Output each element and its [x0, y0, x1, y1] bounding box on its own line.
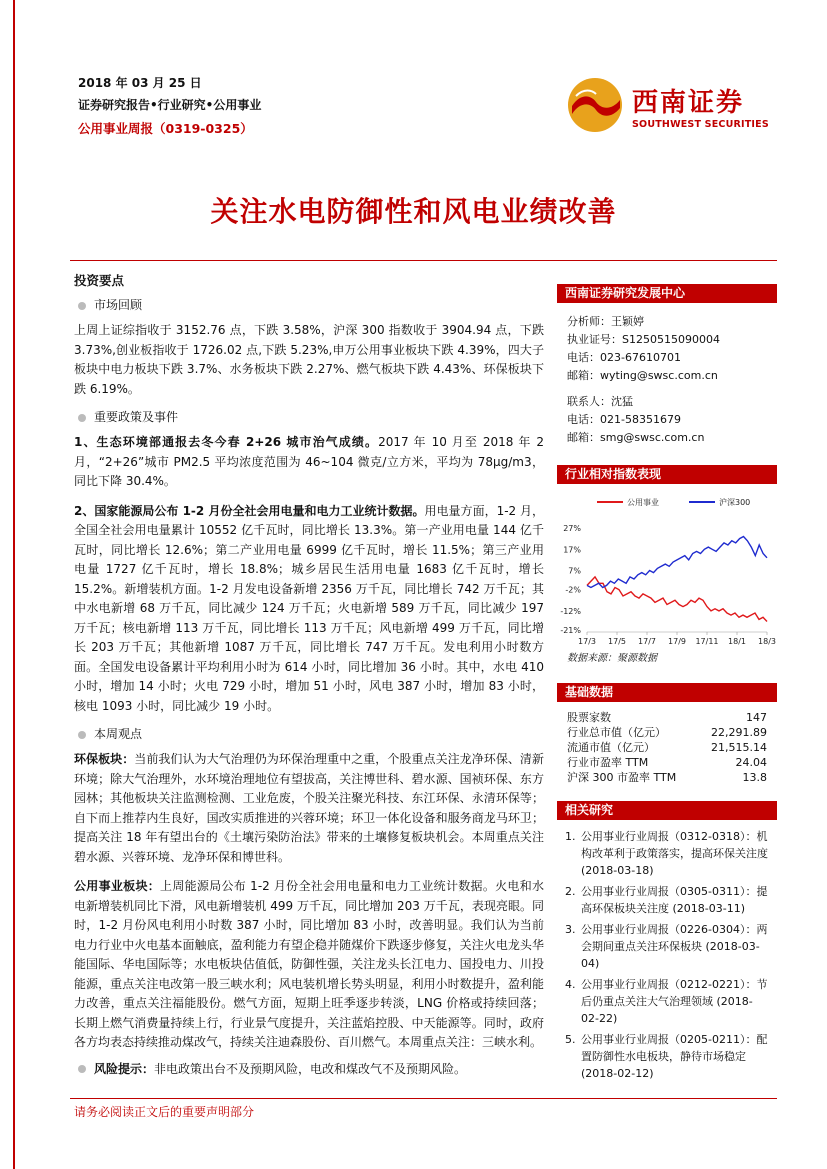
series-line-hs300 — [587, 537, 767, 588]
title-divider — [70, 260, 777, 261]
swsc-emblem-icon — [566, 76, 624, 134]
item-text: 公用事业行业周报（0305-0311）：提高环保板块关注度 (2018-03-11) — [581, 885, 768, 915]
risk-warning-title: 风险提示： — [94, 1061, 155, 1076]
research-center-heading: 西南证券研究发展中心 — [557, 284, 777, 303]
risk-warning-body: 非电政策出台不及预期风险，电改和煤改气不及预期风险。 — [154, 1061, 467, 1076]
market-review-text: 上周上证综指收于 3152.76 点，下跌 3.58%，沪深 300 指数收于 3904.94 点，下跌 3.73%,创业板指收于 1726.02 点,下跌 5.23%,申万公用事业板块下跌 4.39%，四大子板块中电力板块下跌 3.7%、水务板块下跌 2.27%、燃气板块下跌 4.43%、环保板块下跌 6.19%。 — [74, 323, 544, 396]
row-value: 21,515.14 — [711, 741, 767, 754]
row-label: 行业市盈率 TTM — [567, 756, 649, 769]
row-value: 147 — [746, 711, 767, 724]
row-label: 股票家数 — [567, 711, 611, 724]
related-report-link[interactable] — [557, 921, 777, 972]
item-number: 3. — [565, 923, 576, 936]
analyst-name: 分析师：王颖婷 — [567, 315, 644, 328]
item-text: 公用事业行业周报（0205-0211）：配置防御性水电板块，静待市场稳定 (2018-02-12) — [581, 1033, 768, 1080]
index-chart-panel — [557, 465, 777, 668]
index-chart-heading: 行业相对指数表现 — [557, 465, 777, 484]
bullet-dot-icon — [78, 414, 86, 422]
disclaimer-note: 请务必阅读正文后的重要声明部分 — [74, 1105, 255, 1119]
y-tick-label: -12% — [560, 606, 581, 616]
bullet-dot-icon — [78, 302, 86, 310]
report-title: 关注水电防御性和风电业绩改善 — [210, 195, 617, 228]
related-report-link[interactable] — [557, 976, 777, 1027]
basic-data-row — [557, 740, 777, 755]
analyst-phone: 电话：023-67610701 — [567, 351, 681, 364]
contact-name: 联系人：沈猛 — [567, 395, 633, 408]
item-text: 公用事业行业周报（0312-0318）：机构改革利于政策落实，提高环保关注度 (2018-03-18) — [581, 830, 768, 877]
left-margin-rule — [13, 0, 15, 1169]
policy-item-2-title: 2、国家能源局公布 1-2 月份全社会用电量和电力工业统计数据。 — [74, 503, 425, 518]
contact-email: 邮箱：smg@swsc.com.cn — [567, 431, 705, 444]
bullet-dot-icon — [78, 731, 86, 739]
row-label: 沪深 300 市盈率 TTM — [567, 771, 677, 784]
x-tick-label: 17/7 — [638, 637, 656, 646]
related-research-panel — [557, 801, 777, 1086]
investment-summary — [74, 271, 544, 1079]
bullet-label: 市场回顾 — [94, 298, 143, 312]
footer-divider — [70, 1098, 777, 1099]
company-logo — [566, 72, 776, 142]
research-center-panel — [557, 284, 777, 447]
basic-data-heading: 基础数据 — [557, 683, 777, 702]
utilities-view-title: 公用事业板块： — [74, 879, 161, 893]
utilities-view-body: 上周能源局公布 1-2 月份全社会用电量和电力工业统计数据。火电和水电新增装机同比下滑，风电新增装机 499 万千瓦，同比增加 203 万千瓦，表现亮眼。同时，1-2 月份风电利用小时数 387 小时，同比增加 83 小时，改善明显。我们认为当前电力行业中火电基本面触底，盈利能力有望企稳并随煤价下跌逐步修复，关注火电龙头华能国际、华电国际等；水电板块估值低，防御性强，关注龙头长江电力、国投电力、川投能源，重点关注电改第一股三峡水利；风电装机增长势头明显，利用小时数提升，盈利能力改善，重点关注福能股份。燃气方面，短期上旺季逐步转淡，LNG 价格或持续回落；长期上燃气消费量持续上行，行业景气度提升，关注蓝焰控股、中天能源等。同时，政府各方均表态持续推动煤改气，持续关注迪森股份、百川燃气。本周重点关注：三峡水利。 — [74, 879, 544, 1049]
item-text: 公用事业行业周报（0212-0221）：节后仍重点关注大气治理领域 (2018-02-22) — [581, 978, 768, 1025]
chart-source: 数据来源：聚源数据 — [567, 653, 657, 664]
x-tick-label: 17/9 — [668, 637, 686, 646]
related-research-heading: 相关研究 — [557, 801, 777, 820]
summary-heading: 投资要点 — [74, 273, 125, 288]
environmental-view — [74, 750, 544, 867]
utilities-view — [74, 877, 544, 1053]
environmental-view-body: 当前我们认为大气治理仍为环保治理重中之重，个股重点关注龙净环保、清新环境；除大气治理外，水环境治理地位有望拔高，关注博世科、碧水源、国祯环保、东方园林；其他板块关注监测检测、工业危废，个股关注聚光科技、东江环保、永清环保等；自下而上推荐内生良好，国改实质推进的兴蓉环境；环卫一体化设备和服务商龙马环卫；提高关注 18 年有望出台的《土壤污染防治法》带来的土壤修复板块机会。本周重点关注碧水源、兴蓉环境、龙净环保和博世科。 — [74, 752, 544, 864]
basic-data-row — [557, 770, 777, 785]
related-research-list — [557, 828, 777, 1082]
report-date: 2018 年 03 月 25 日 — [78, 76, 202, 90]
item-text: 公用事业行业周报（0226-0304）：两会期间重点关注环保板块 (2018-03-04) — [581, 923, 768, 970]
y-tick-label: -2% — [565, 585, 581, 595]
x-tick-label: 18/1 — [728, 637, 746, 646]
logo-english-name: SOUTHWEST SECURITIES — [632, 119, 769, 130]
section-bullet-view — [74, 724, 544, 744]
bullet-label: 重要政策及事件 — [94, 410, 179, 424]
analyst-email: 邮箱：wyting@swsc.com.cn — [567, 369, 718, 382]
x-tick-label: 17/11 — [695, 637, 719, 646]
risk-warning — [74, 1059, 544, 1079]
row-value: 22,291.89 — [711, 726, 767, 739]
relative-index-chart — [557, 490, 777, 650]
contact-phone: 电话：021-58351679 — [567, 413, 681, 426]
y-tick-label: 7% — [568, 566, 581, 576]
related-report-link[interactable] — [557, 828, 777, 879]
row-label: 行业总市值（亿元） — [567, 726, 666, 739]
y-tick-label: 17% — [563, 545, 581, 555]
basic-data-table — [557, 710, 777, 785]
basic-data-row — [557, 755, 777, 770]
related-report-link[interactable] — [557, 1031, 777, 1082]
analyst-license: 执业证号：S1250515090004 — [567, 333, 720, 346]
item-number: 1. — [565, 830, 576, 843]
environmental-view-title: 环保板块： — [74, 752, 135, 766]
bullet-label: 本周观点 — [94, 727, 143, 741]
item-number: 5. — [565, 1033, 576, 1046]
legend-label: 沪深300 — [719, 498, 751, 507]
bullet-dot-icon — [78, 1065, 86, 1073]
logo-chinese-name: 西南证券 — [632, 88, 745, 118]
row-value: 24.04 — [735, 756, 767, 769]
policy-item-1 — [74, 433, 544, 492]
x-tick-label: 17/5 — [608, 637, 626, 646]
basic-data-row — [557, 725, 777, 740]
policy-item-1-body: 2017 年 10 月至 2018 年 2 月，“2+26”城市 PM2.5 平均浓度范围为 46~104 微克/立方米，平均为 78μg/m3，同比下降 30.4%。 — [74, 435, 544, 488]
report-subtitle: 公用事业周报（0319-0325） — [78, 121, 253, 136]
section-bullet-policy — [74, 407, 544, 427]
legend-label: 公用事业 — [627, 498, 659, 507]
basic-data-row — [557, 710, 777, 725]
item-number: 2. — [565, 885, 576, 898]
policy-item-1-title: 1、生态环境部通报去冬今春 2+26 城市治气成绩。 — [74, 435, 379, 449]
basic-data-panel — [557, 683, 777, 785]
related-report-link[interactable] — [557, 883, 777, 917]
x-tick-label: 17/3 — [578, 637, 596, 646]
policy-item-2 — [74, 502, 544, 717]
item-number: 4. — [565, 978, 576, 991]
policy-item-2-body: 用电量方面，1-2 月，全国全社会用电量累计 10552 亿千瓦时，同比增长 13.3%。第一产业用电量 144 亿千瓦时，同比增长 12.6%；第二产业用电量 6999 亿千瓦时，增长 11.5%；第三产业用电量 1727 亿千瓦时，增长 18.8%；城乡居民生活用电量 1683 亿千瓦时，增长 15.2%。新增装机方面。1-2 月发电设备新增 2356 万千瓦，同比增长 742 万千瓦；其中水电新增 68 万千瓦，同比减少 124 万千瓦；火电新增 589 万千瓦，同比减少 197 万千瓦；核电新增 113 万千瓦，同比增长 113 万千瓦；风电新增 499 万千瓦，同比增长 203 万千瓦；其他新增 1087 万千瓦，同比增长 747 万千瓦。发电利用小时数方面。全国发电设备累计平均利用小时为 614 小时，同比增加 36 小时。其中，水电 410 小时，增加 14 小时；火电 729 小时，增加 51 小时，风电 387 小时，增加 83 小时，核电 1093 小时，同比减少 19 小时。 — [74, 503, 545, 713]
row-value: 13.8 — [742, 771, 767, 784]
row-label: 流通市值（亿元） — [567, 741, 655, 754]
y-tick-label: -21% — [560, 626, 581, 635]
x-tick-label: 18/3 — [758, 637, 776, 646]
section-bullet-market — [74, 295, 544, 315]
report-category: 证券研究报告•行业研究•公用事业 — [78, 98, 262, 112]
y-tick-label: 27% — [563, 524, 581, 533]
